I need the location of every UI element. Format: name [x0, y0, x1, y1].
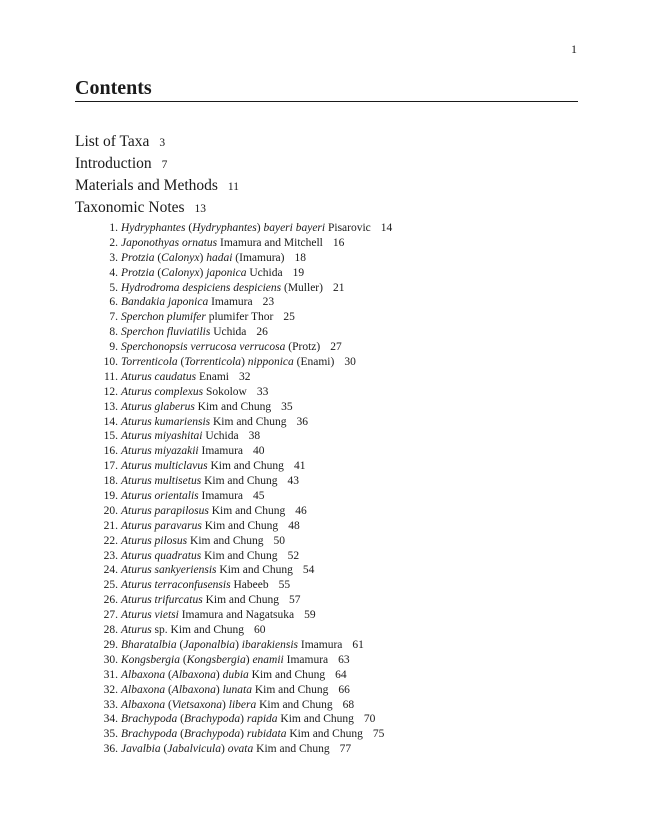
taxon-entry[interactable] — [92, 400, 392, 415]
taxon-page-ref: 60 — [254, 624, 266, 637]
taxon-number: 28. — [103, 624, 118, 637]
taxon-name-italic-part: dubia — [222, 668, 249, 681]
taxon-page-ref: 25 — [283, 311, 295, 324]
taxon-entry[interactable] — [92, 742, 392, 757]
taxon-number: 36. — [103, 743, 118, 756]
taxon-name — [121, 669, 325, 681]
taxon-name-italic-part: Aturus — [121, 624, 152, 637]
taxon-name-italic-part: Protzia — [121, 266, 155, 279]
taxon-name-roman-part: Kim and Chung — [201, 519, 279, 532]
taxon-name-roman-part: ) — [222, 698, 229, 711]
taxon-name-roman-part: ) — [199, 251, 207, 264]
taxon-entry[interactable] — [92, 444, 392, 459]
taxon-name-roman-part: Imamura — [198, 490, 244, 503]
taxon-name-roman-part: Kim and Chung — [248, 668, 326, 681]
taxon-name-italic-part: Aturus parapilosus — [121, 504, 209, 517]
taxon-number: 31. — [103, 668, 118, 681]
taxon-name-italic-part: Brachypoda — [121, 728, 178, 741]
taxon-number: 17. — [103, 460, 118, 473]
taxon-entry[interactable] — [92, 563, 392, 578]
taxon-name-italic-part: Albaxona — [171, 668, 216, 681]
taxon-page-ref: 45 — [253, 490, 265, 503]
taxon-name-italic-part: Kongsbergia — [121, 653, 180, 666]
taxon-name-italic-part: Hydryphantes — [192, 222, 257, 234]
taxon-page-ref: 75 — [372, 728, 385, 741]
taxon-name — [121, 356, 334, 368]
taxon-name-italic-part: Sperchonopsis verrucosa verrucosa — [121, 341, 286, 354]
taxon-name — [121, 252, 284, 264]
taxon-name-italic-part: japonica — [206, 266, 247, 279]
taxon-name-roman-part: Kim and Chung — [208, 504, 286, 517]
taxon-name-roman-part: sp. Kim and Chung — [151, 624, 244, 637]
taxon-entry[interactable] — [92, 683, 392, 698]
taxon-name-italic-part: Aturus quadratus — [121, 549, 202, 562]
taxon-name-roman-part: plumifer Thor — [205, 311, 274, 324]
section-list — [75, 131, 239, 219]
taxon-page-ref: 63 — [338, 653, 350, 666]
taxon-name-roman-part: ) — [220, 743, 228, 756]
taxon-name-roman-part: Uchida — [246, 266, 283, 279]
taxon-name-italic-part: Vietsaxona — [171, 698, 223, 711]
taxon-name — [121, 386, 247, 398]
taxon-page-ref: 77 — [339, 743, 352, 756]
taxon-name-italic-part: Aturus kumariensis — [121, 415, 211, 428]
taxon-name — [121, 296, 253, 308]
taxon-name-roman-part: Habeeb — [230, 579, 269, 592]
taxon-number: 8. — [109, 326, 118, 339]
taxon-name-roman-part: ) — [215, 668, 223, 681]
taxon-name-italic-part: ovata — [227, 743, 254, 756]
taxon-name-roman-part: ) — [245, 653, 253, 666]
taxon-name-roman-part: ( — [165, 668, 172, 681]
taxon-name — [121, 594, 279, 606]
taxon-name — [121, 401, 271, 413]
taxon-name — [121, 267, 283, 279]
taxon-page-ref: 14 — [380, 222, 393, 234]
taxon-name-roman-part: Kim and Chung — [277, 713, 354, 726]
taxon-page-ref: 61 — [352, 638, 364, 651]
taxon-entry[interactable] — [92, 415, 392, 430]
taxon-name — [121, 654, 328, 666]
taxon-number: 18. — [103, 475, 118, 488]
taxon-name-roman-part: Kim and Chung — [256, 698, 333, 711]
taxon-name-italic-part: enamii — [252, 653, 284, 666]
taxon-name-roman-part: ( — [160, 743, 168, 756]
taxon-page-ref: 21 — [332, 281, 345, 294]
section-label: Introduction — [75, 155, 152, 172]
taxon-entry[interactable] — [92, 429, 392, 444]
taxon-name-italic-part: Calonyx — [161, 251, 200, 264]
taxon-name-italic-part: Aturus pilosus — [121, 534, 188, 547]
taxon-name-italic-part: Albaxona — [121, 668, 166, 681]
taxon-entry[interactable] — [92, 295, 392, 310]
taxon-name-roman-part: ) — [256, 222, 264, 234]
taxon-page-ref: 18 — [294, 251, 306, 264]
taxon-name-roman-part: Uchida — [202, 430, 239, 443]
taxon-number: 30. — [103, 653, 118, 666]
taxon-name-roman-part: (Imamura) — [232, 251, 285, 264]
taxon-name-roman-part: ( — [165, 698, 172, 711]
taxon-number: 34. — [103, 713, 118, 726]
taxon-page-ref: 48 — [288, 519, 300, 532]
taxon-name-italic-part: libera — [228, 698, 257, 711]
taxon-name-italic-part: Brachypoda — [183, 728, 241, 741]
taxon-name-italic-part: hadai — [206, 251, 233, 264]
taxon-name-roman-part: ( — [180, 653, 187, 666]
taxon-page-ref: 38 — [248, 430, 261, 443]
taxon-number: 32. — [103, 683, 118, 696]
taxon-name-italic-part: Torrenticola — [184, 356, 242, 369]
taxon-entry[interactable] — [92, 668, 392, 683]
taxon-number: 15. — [103, 430, 118, 443]
taxon-number: 16. — [103, 445, 118, 458]
taxon-page-ref: 57 — [289, 594, 301, 607]
taxon-number: 1. — [109, 222, 118, 234]
taxon-name — [121, 624, 244, 636]
taxon-name-italic-part: Aturus multiclavus — [121, 460, 208, 473]
taxon-page-ref: 66 — [338, 683, 350, 696]
taxon-number: 5. — [109, 281, 118, 294]
taxon-name — [121, 326, 246, 338]
taxon-number: 21. — [103, 519, 118, 532]
taxon-number: 11. — [104, 370, 118, 383]
taxon-name-roman-part: Uchida — [210, 326, 247, 339]
taxon-page-ref: 30 — [344, 356, 356, 369]
taxon-page-ref: 59 — [304, 609, 316, 622]
taxon-number: 10. — [103, 356, 118, 369]
taxon-number: 4. — [109, 266, 118, 279]
taxon-name-italic-part: Sperchon plumifer — [121, 311, 206, 324]
taxon-name — [121, 490, 243, 502]
taxon-name — [121, 282, 323, 294]
taxon-entry[interactable] — [92, 727, 392, 742]
taxon-name-italic-part: Jabalvicula — [167, 743, 221, 756]
taxon-name-italic-part: Kongsbergia — [186, 653, 246, 666]
taxon-page-ref: 70 — [363, 713, 376, 726]
taxon-name-roman-part: Imamura and Nagatsuka — [178, 609, 295, 622]
taxon-entry[interactable] — [92, 489, 392, 504]
taxon-name-roman-part: ( — [176, 638, 184, 651]
taxon-name-italic-part: Sperchon fluviatilis — [121, 326, 211, 339]
taxon-name-roman-part: Pisarovic — [325, 222, 371, 234]
taxon-page-ref: 36 — [296, 415, 308, 428]
taxon-name-roman-part: Sokolow — [203, 385, 247, 398]
taxon-entry[interactable] — [92, 608, 392, 623]
taxon-name-italic-part: lunata — [222, 683, 252, 696]
taxon-name-roman-part: (Muller) — [281, 281, 323, 294]
taxon-name-roman-part: Imamura — [283, 653, 329, 666]
taxon-name-italic-part: Aturus glaberus — [121, 400, 195, 413]
taxon-name-roman-part: Kim and Chung — [201, 549, 278, 562]
taxon-entry[interactable] — [92, 385, 392, 400]
taxon-name-roman-part: ) — [215, 683, 223, 696]
taxon-name-roman-part: ) — [240, 713, 247, 726]
taxon-entry[interactable] — [92, 355, 392, 370]
taxon-name-roman-part: ) — [199, 266, 207, 279]
taxon-entry[interactable] — [92, 340, 392, 355]
taxon-number: 25. — [103, 579, 118, 592]
section-label: Materials and Methods — [75, 177, 218, 194]
taxon-name — [121, 460, 284, 472]
taxon-entry[interactable] — [92, 698, 392, 713]
taxon-name-italic-part: nipponica — [247, 356, 294, 369]
taxon-page-ref: 41 — [293, 460, 306, 473]
taxon-name — [121, 713, 354, 725]
taxon-entry[interactable] — [92, 266, 392, 281]
taxon-name-italic-part: Aturus miyashitai — [121, 430, 203, 443]
taxon-name — [121, 684, 328, 696]
taxon-name — [121, 445, 243, 457]
taxon-name — [121, 475, 278, 487]
taxon-number: 9. — [109, 341, 118, 354]
taxon-name-roman-part: Imamura — [208, 296, 253, 309]
taxa-list — [92, 221, 392, 757]
taxon-name-italic-part: Aturus sankyeriensis — [121, 564, 217, 577]
taxon-entry[interactable] — [92, 221, 392, 236]
taxon-name-roman-part: Kim and Chung — [251, 683, 329, 696]
taxon-entry[interactable] — [92, 504, 392, 519]
section-entry-materials-and-methods[interactable] — [75, 175, 239, 197]
taxon-name-italic-part: Protzia — [121, 251, 155, 264]
taxon-name-roman-part: ) — [241, 356, 248, 369]
contents-heading: Contents — [75, 77, 152, 99]
taxon-entry[interactable] — [92, 593, 392, 608]
taxon-name-italic-part: Aturus complexus — [121, 385, 204, 398]
taxon-name — [121, 416, 286, 428]
taxon-number: 2. — [109, 236, 118, 249]
taxon-number: 27. — [103, 609, 118, 622]
taxon-name — [121, 639, 342, 651]
taxon-name-roman-part: Kim and Chung — [194, 400, 272, 413]
taxon-entry[interactable] — [92, 459, 392, 474]
section-page-ref: 7 — [161, 159, 168, 171]
taxon-entry[interactable] — [92, 281, 392, 296]
section-entry-list-of-taxa[interactable] — [75, 131, 239, 153]
taxon-name — [121, 579, 269, 591]
taxon-name-italic-part: Torrenticola — [121, 356, 178, 369]
taxon-name-roman-part: (Enami) — [293, 356, 335, 369]
taxon-name-italic-part: Aturus orientalis — [121, 490, 199, 503]
taxon-number: 12. — [103, 385, 118, 398]
section-page-ref: 13 — [194, 203, 207, 215]
taxon-name-italic-part: Albaxona — [171, 683, 216, 696]
taxon-number: 14. — [103, 415, 118, 428]
section-label: Taxonomic Notes — [75, 199, 185, 216]
taxon-name — [121, 371, 229, 383]
taxon-entry[interactable] — [92, 534, 392, 549]
taxon-name — [121, 550, 278, 562]
taxon-name-roman-part: Kim and Chung — [286, 728, 363, 741]
taxon-name-roman-part: ) — [240, 728, 247, 741]
taxon-name-italic-part: Hydryphantes — [121, 222, 186, 234]
heading-rule — [75, 101, 578, 102]
taxon-name-italic-part: rubidata — [246, 728, 287, 741]
taxon-page-ref: 68 — [342, 698, 355, 711]
taxon-number: 24. — [103, 564, 118, 577]
taxon-name-roman-part: Kim and Chung — [201, 475, 278, 488]
taxon-number: 26. — [103, 594, 118, 607]
taxon-name-italic-part: Aturus caudatus — [121, 370, 197, 383]
section-page-ref: 11 — [227, 181, 239, 193]
taxon-number: 23. — [103, 549, 118, 562]
taxon-name-roman-part: ( — [154, 251, 162, 264]
taxon-name-italic-part: Bandakia japonica — [121, 296, 209, 309]
taxon-page-ref: 26 — [256, 326, 268, 339]
taxon-name-roman-part: ( — [177, 356, 185, 369]
taxon-name — [121, 505, 285, 517]
taxon-entry[interactable] — [92, 370, 392, 385]
taxon-page-ref: 43 — [287, 475, 300, 488]
taxon-name-italic-part: Bharatalbia — [121, 638, 177, 651]
taxon-name-roman-part: ( — [154, 266, 162, 279]
taxon-page-ref: 55 — [278, 579, 291, 592]
taxon-page-ref: 33 — [256, 385, 269, 398]
taxon-entry[interactable] — [92, 638, 392, 653]
taxon-name — [121, 222, 371, 234]
taxon-number: 33. — [103, 698, 118, 711]
taxon-entry[interactable] — [92, 578, 392, 593]
taxon-name-italic-part: Brachypoda — [121, 713, 178, 726]
taxon-page-ref: 27 — [330, 341, 342, 354]
taxon-number: 19. — [103, 490, 118, 503]
taxon-name-roman-part: Kim and Chung — [253, 743, 330, 756]
taxon-name-roman-part: Imamura — [198, 445, 244, 458]
taxon-name-italic-part: Albaxona — [121, 683, 166, 696]
taxon-page-ref: 46 — [295, 504, 307, 517]
taxon-name-italic-part: Hydrodroma despiciens despiciens — [121, 281, 282, 294]
taxon-name — [121, 609, 294, 621]
taxon-page-ref: 52 — [287, 549, 300, 562]
taxon-page-ref: 19 — [292, 266, 305, 279]
taxon-name-roman-part: (Protz) — [285, 341, 321, 354]
taxon-name-italic-part: Aturus miyazakii — [121, 445, 199, 458]
taxon-name-roman-part: Kim and Chung — [210, 415, 287, 428]
taxon-entry[interactable] — [92, 325, 392, 340]
taxon-name-roman-part: ( — [165, 683, 172, 696]
taxon-name-roman-part: Kim and Chung — [187, 534, 264, 547]
taxon-name-roman-part: Kim and Chung — [216, 564, 293, 577]
taxon-name-italic-part: Aturus terraconfusensis — [121, 579, 231, 592]
taxon-name-italic-part: rapida — [246, 713, 278, 726]
taxon-name-italic-part: Aturus vietsi — [121, 609, 179, 622]
taxon-name — [121, 430, 239, 442]
taxon-entry[interactable] — [92, 474, 392, 489]
taxon-page-ref: 35 — [281, 400, 293, 413]
taxon-number: 13. — [103, 400, 118, 413]
taxon-name-italic-part: Aturus multisetus — [121, 475, 202, 488]
section-page-ref: 3 — [159, 137, 166, 149]
taxon-name — [121, 743, 330, 755]
taxon-entry[interactable] — [92, 310, 392, 325]
taxon-name-italic-part: Calonyx — [161, 266, 200, 279]
taxon-name — [121, 564, 293, 576]
taxon-page-ref: 23 — [262, 296, 275, 309]
taxon-name-italic-part: Aturus trifurcatus — [121, 594, 203, 607]
taxon-name-roman-part: Kim and Chung — [207, 460, 284, 473]
taxon-entry[interactable] — [92, 549, 392, 564]
taxon-number: 29. — [103, 638, 118, 651]
taxon-number: 22. — [103, 534, 118, 547]
section-entry-taxonomic-notes[interactable] — [75, 197, 239, 219]
taxon-page-ref: 40 — [253, 445, 265, 458]
taxon-name-italic-part: bayeri bayeri — [263, 222, 326, 234]
taxon-name — [121, 728, 363, 740]
taxon-name-roman-part: ( — [185, 222, 193, 234]
taxon-name-roman-part: ( — [177, 713, 184, 726]
taxon-number: 20. — [103, 504, 118, 517]
taxon-name-italic-part: Japonalbia — [183, 638, 236, 651]
taxon-name — [121, 535, 264, 547]
taxon-name-roman-part: Imamura and Mitchell — [217, 236, 323, 249]
section-label: List of Taxa — [75, 133, 150, 150]
taxon-page-ref: 32 — [238, 370, 251, 383]
taxon-name-roman-part: Enami — [196, 370, 229, 383]
taxon-page-ref: 64 — [335, 668, 347, 681]
taxon-name — [121, 311, 273, 323]
taxon-name-italic-part: Albaxona — [121, 698, 166, 711]
taxon-entry[interactable] — [92, 519, 392, 534]
taxon-entry[interactable] — [92, 653, 392, 668]
taxon-name-italic-part: Aturus paravarus — [121, 519, 202, 532]
taxon-name-italic-part: Japonothyas ornatus — [121, 236, 218, 249]
taxon-name-roman-part: ( — [177, 728, 184, 741]
taxon-page-ref: 50 — [273, 534, 285, 547]
page-number: 1 — [571, 42, 577, 56]
taxon-page-ref: 16 — [332, 236, 345, 249]
taxon-number: 35. — [103, 728, 118, 741]
taxon-name — [121, 520, 278, 532]
taxon-name-roman-part: ) — [235, 638, 242, 651]
taxon-name-italic-part: ibarakiensis — [241, 638, 299, 651]
taxon-number: 6. — [109, 296, 118, 309]
taxon-name-italic-part: Brachypoda — [183, 713, 241, 726]
taxon-name — [121, 699, 333, 711]
taxon-number: 7. — [109, 311, 118, 324]
taxon-page-ref: 54 — [302, 564, 315, 577]
taxon-name — [121, 237, 323, 249]
taxon-name-italic-part: Javalbia — [121, 743, 161, 756]
taxon-entry[interactable] — [92, 712, 392, 727]
taxon-name — [121, 341, 320, 353]
taxon-number: 3. — [109, 251, 118, 264]
taxon-entry[interactable] — [92, 236, 392, 251]
taxon-name-roman-part: Imamura — [298, 638, 343, 651]
taxon-entry[interactable] — [92, 623, 392, 638]
taxon-name-roman-part: Kim and Chung — [202, 594, 280, 607]
section-entry-introduction[interactable] — [75, 153, 239, 175]
taxon-entry[interactable] — [92, 251, 392, 266]
